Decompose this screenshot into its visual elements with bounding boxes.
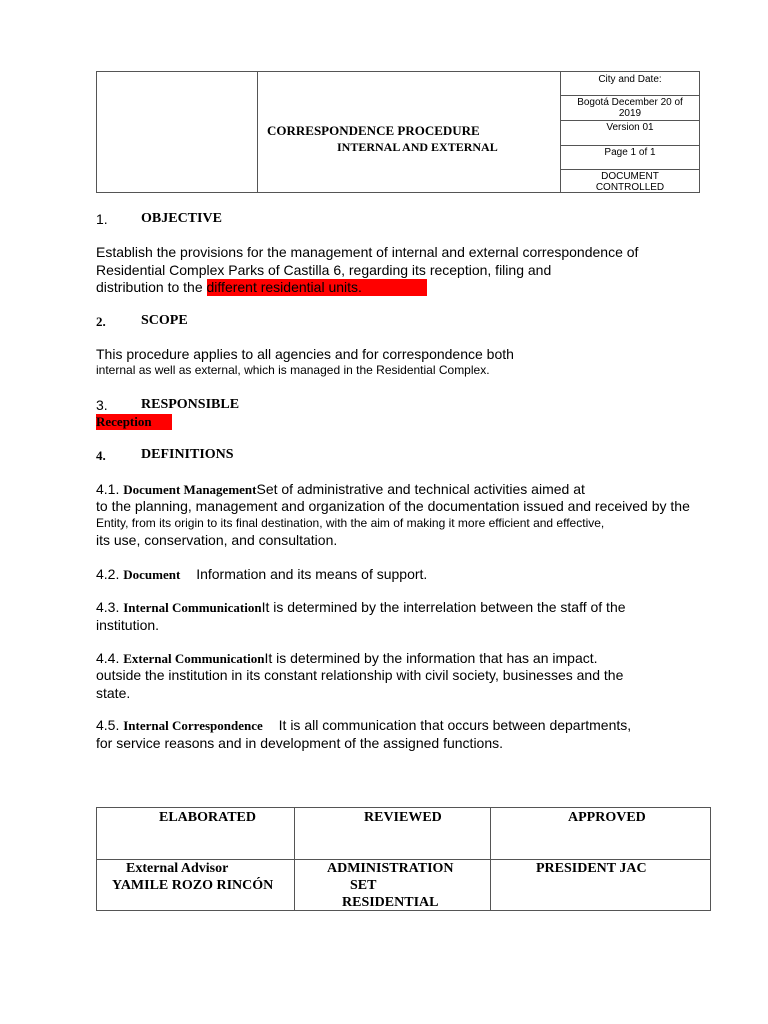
document-title-line2: INTERNAL AND EXTERNAL bbox=[337, 140, 498, 154]
definition-text: It is all communication that occurs between departments, bbox=[278, 717, 632, 733]
table-divider bbox=[97, 859, 710, 860]
page-label: Page 1 of 1 bbox=[604, 147, 656, 158]
header-divider bbox=[560, 120, 699, 121]
section-number: 2. bbox=[96, 314, 106, 329]
section-number: 3. bbox=[96, 397, 108, 413]
elaborated-name: YAMILE ROZO RINCÓN bbox=[112, 878, 274, 893]
definition-number: 4.2. bbox=[96, 566, 120, 582]
section-number: 4. bbox=[96, 448, 106, 463]
definition-4-1-line3: Entity, from its origin to its final destination, with the aim of making it more efficient and effective, bbox=[96, 516, 605, 530]
definition-4-1-line1 bbox=[96, 481, 585, 498]
reviewed-line2: SET bbox=[350, 878, 377, 893]
document-title-line1: CORRESPONDENCE PROCEDURE bbox=[267, 123, 480, 138]
definition-4-4-line2: outside the institution in its constant relationship with civil society, businesses and the bbox=[96, 667, 624, 683]
highlighted-text: different residential units. bbox=[207, 279, 427, 296]
date-line2: 2019 bbox=[618, 108, 642, 119]
section-heading-scope: SCOPE bbox=[141, 313, 188, 328]
header-divider bbox=[257, 72, 258, 192]
definition-4-4-line3: state. bbox=[96, 685, 131, 701]
objective-line2: Residential Complex Parks of Castilla 6, regarding its reception, filing and bbox=[96, 262, 552, 278]
scope-line1: This procedure applies to all agencies and for correspondence both bbox=[96, 346, 514, 362]
column-header-reviewed: REVIEWED bbox=[364, 810, 442, 825]
version-label: Version 01 bbox=[606, 122, 654, 133]
approved-name: PRESIDENT JAC bbox=[536, 861, 647, 876]
definition-term: Document bbox=[123, 567, 181, 582]
section-heading-objective: OBJECTIVE bbox=[141, 211, 222, 226]
definition-4-4-line1 bbox=[96, 650, 598, 667]
section-heading-responsible: RESPONSIBLE bbox=[141, 397, 240, 412]
definition-number: 4.1. bbox=[96, 481, 120, 497]
definition-4-5-line2: for service reasons and in development of the assigned functions. bbox=[96, 735, 504, 751]
definition-text: It is determined by the information that has an impact. bbox=[264, 650, 598, 666]
definition-term: Internal Correspondence bbox=[123, 718, 263, 733]
definition-4-1-line2: to the planning, management and organization of the documentation issued and received by the bbox=[96, 498, 690, 514]
section-heading-definitions: DEFINITIONS bbox=[141, 447, 234, 462]
objective-line3-prefix: distribution to the bbox=[96, 279, 207, 295]
definition-term: Internal Communication bbox=[123, 600, 262, 615]
definition-4-1-line4: its use, conservation, and consultation. bbox=[96, 532, 338, 548]
approval-table bbox=[96, 807, 711, 911]
definition-4-2 bbox=[96, 566, 427, 583]
definition-term: Document Management bbox=[123, 482, 257, 497]
definition-term: External Communication bbox=[123, 651, 265, 666]
definition-number: 4.3. bbox=[96, 599, 120, 615]
header-divider bbox=[560, 95, 699, 96]
header-divider bbox=[560, 145, 699, 146]
definition-4-3-line1 bbox=[96, 599, 626, 616]
date-line1: Bogotá December 20 of bbox=[577, 97, 683, 108]
section-number: 1. bbox=[96, 211, 108, 227]
controlled-line2: CONTROLLED bbox=[595, 182, 665, 193]
reviewed-line1: ADMINISTRATION bbox=[327, 861, 454, 876]
definition-text: Set of administrative and technical activities aimed at bbox=[256, 481, 585, 497]
objective-line3 bbox=[96, 279, 427, 296]
definition-number: 4.4. bbox=[96, 650, 120, 666]
column-header-elaborated: ELABORATED bbox=[159, 810, 256, 825]
definition-text: It is determined by the interrelation between the staff of the bbox=[261, 599, 626, 615]
header-divider bbox=[560, 169, 699, 170]
definition-number: 4.5. bbox=[96, 717, 120, 733]
controlled-line1: DOCUMENT bbox=[601, 171, 659, 182]
responsible-value: Reception bbox=[96, 414, 172, 430]
column-header-approved: APPROVED bbox=[568, 810, 646, 825]
city-date-label: City and Date: bbox=[598, 74, 662, 85]
definition-4-3-line2: institution. bbox=[96, 617, 160, 633]
definition-4-5-line1 bbox=[96, 717, 631, 734]
objective-line1: Establish the provisions for the management of internal and external correspondence of bbox=[96, 244, 639, 260]
elaborated-role: External Advisor bbox=[126, 861, 229, 876]
document-header-table bbox=[96, 71, 700, 193]
reviewed-line3: RESIDENTIAL bbox=[342, 895, 439, 910]
definition-text: Information and its means of support. bbox=[196, 566, 428, 582]
scope-line2: internal as well as external, which is managed in the Residential Complex. bbox=[96, 363, 490, 377]
